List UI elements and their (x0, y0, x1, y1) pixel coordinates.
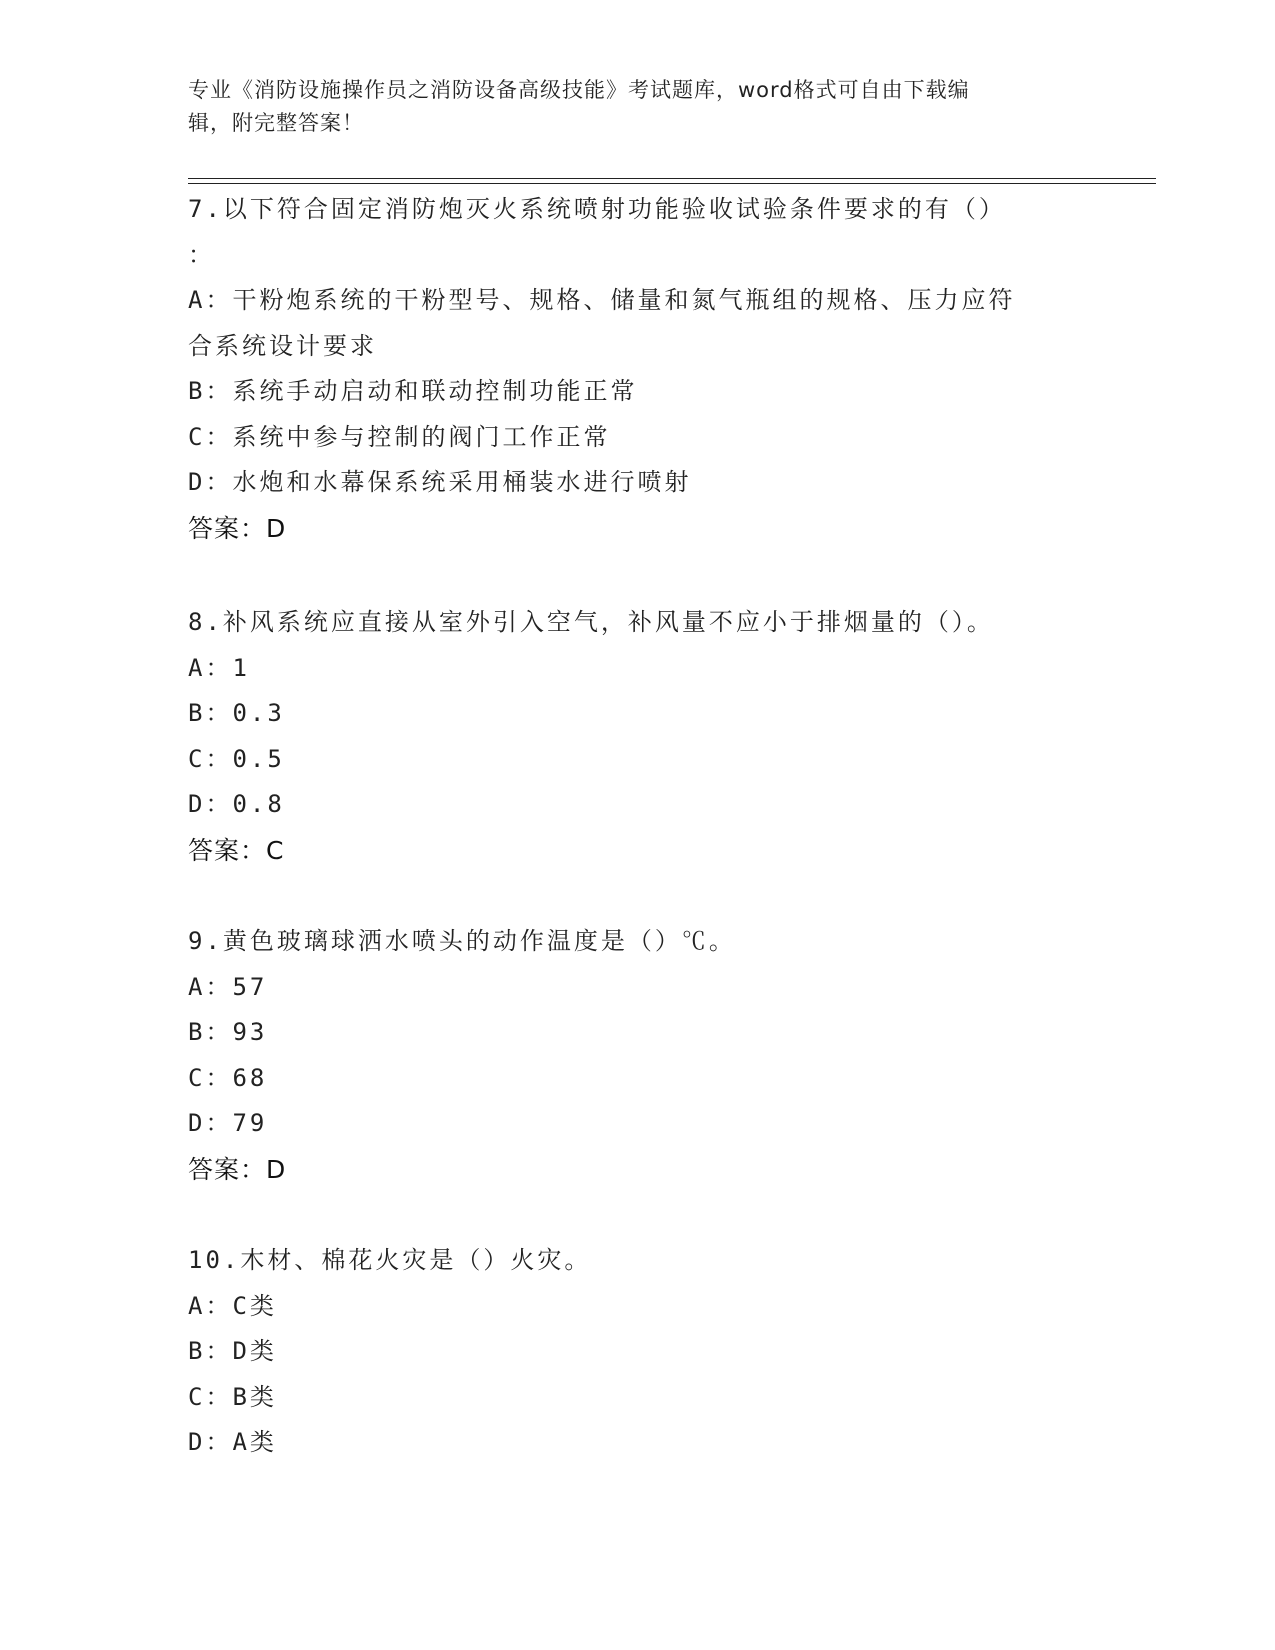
header-line-1: 专业《消防设施操作员之消防设备高级技能》考试题库，word格式可自由下载编 (188, 78, 970, 102)
option-a: A：57 (188, 972, 268, 1001)
question-stem: 8.补风系统应直接从室外引入空气，补风量不应小于排烟量的（）。 (188, 608, 994, 636)
option-d: D：0.8 (188, 790, 285, 818)
question-9 (188, 919, 1088, 1192)
option-c: C：B类 (188, 1382, 277, 1411)
question-10 (188, 1238, 1088, 1466)
question-stem-continued: ： (188, 240, 215, 269)
option-b: B：D类 (188, 1337, 277, 1365)
header-line-2: 辑，附完整答案！ (188, 111, 364, 135)
question-stem: 10.木材、棉花火灾是（）火灾。 (188, 1246, 592, 1274)
option-c: C：系统中参与控制的阀门工作正常 (188, 422, 611, 451)
answer-label: 答案：D (188, 1154, 287, 1184)
question-8 (188, 600, 1088, 873)
question-stem: 9.黄色玻璃球洒水喷头的动作温度是（）℃。 (188, 927, 736, 955)
option-a: A：C类 (188, 1291, 277, 1320)
option-b: B：系统手动启动和联动控制功能正常 (188, 377, 638, 405)
option-a: A：干粉炮系统的干粉型号、规格、储量和氮气瓶组的规格、压力应符 (188, 286, 1016, 314)
answer-label: 答案：D (188, 513, 287, 543)
document-header (188, 74, 1068, 140)
option-b: B：0.3 (188, 699, 285, 727)
option-c: C：0.5 (188, 744, 285, 773)
option-d: D：水炮和水幕保系统采用桶装水进行喷射 (188, 468, 692, 496)
option-c: C：68 (188, 1063, 268, 1092)
option-a: A：1 (188, 653, 250, 682)
question-stem: 7.以下符合固定消防炮灭火系统喷射功能验收试验条件要求的有（） (188, 195, 1006, 223)
answer-label: 答案：C (188, 835, 285, 865)
option-d: D：A类 (188, 1428, 277, 1456)
question-7 (188, 187, 1088, 551)
header-divider-bottom (188, 183, 1156, 184)
option-a-continued: 合系统设计要求 (188, 331, 377, 360)
header-divider-top (188, 178, 1156, 179)
option-d: D：79 (188, 1109, 268, 1137)
option-b: B：93 (188, 1018, 268, 1046)
